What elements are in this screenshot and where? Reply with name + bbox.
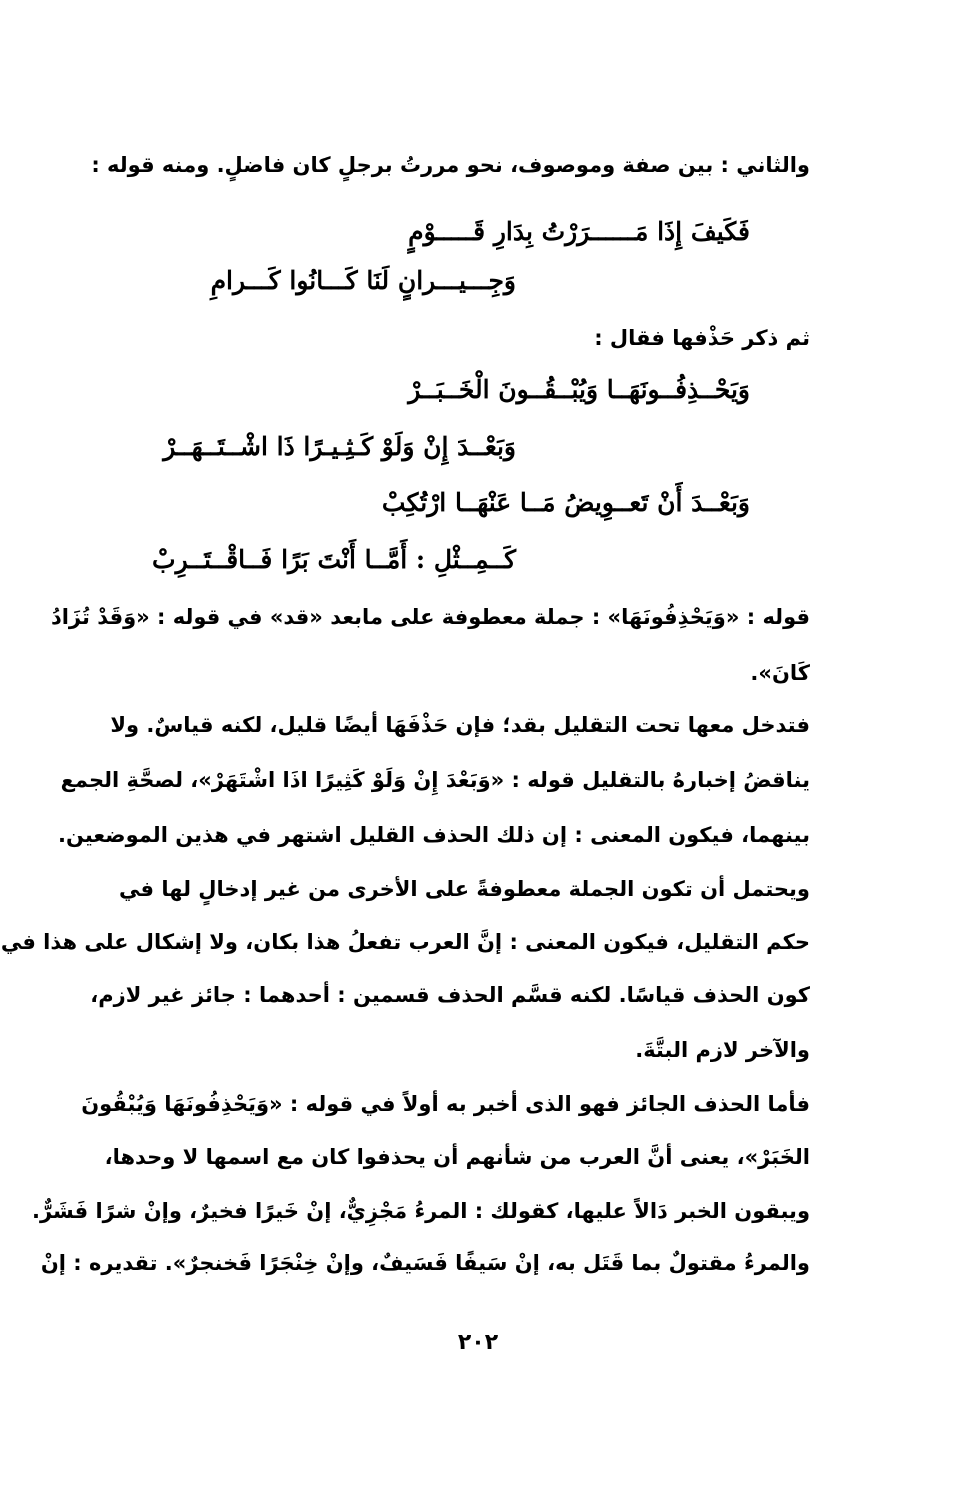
text-line: قوله : «وَيَحْذِفُونَهَا» : جملة معطوفة على مابعد «قد» في قوله : «وَقَدْ تُزَادُ <box>50 605 810 629</box>
text-line: ويبقون الخبر دَالاً عليها، كقولك : المرءُ مَجْزِيٌّ، إنْ خَيرًا فخيرٌ، وإنْ شرًا فَشَرٌّ. <box>32 1199 810 1223</box>
text-line: والثاني : بين صفة وموصوف، نحو مررتُ برجلٍ كان فاضلٍ. ومنه قوله : <box>91 153 810 177</box>
verse-line: كَــمِــثْلِ : أَمَّــا أَنْتَ بَرًا فَــاقْــتَــرِبْ <box>152 545 516 574</box>
text-line: ثم ذكر حَذْفها فقال : <box>594 326 810 350</box>
text-line: يناقضُ إخبارهُ بالتقليل قوله : «وَبَعْدَ إِنْ وَلَوْ كَثِيرًا اذَا اشْتَهَرْ»، لصحَّةِ الجمع <box>60 768 810 792</box>
page-number: ٢٠٢ <box>457 1330 499 1355</box>
text-line: والمرءُ مقتولٌ بما قَتَل به، إنْ سَيفًا فَسَيفٌ، وإنْ خِنْجَرًا فَخنجرٌ». تقديره : إنْ <box>40 1251 810 1275</box>
text-line: ويحتمل أن تكون الجملة معطوفةً على الأخرى من غير إدخالٍ لها في <box>119 877 810 901</box>
text-line: كون الحذف قياسًا. لكنه قسَّم الحذف قسمين : أحدهما : جائز غير لازم، <box>90 983 810 1007</box>
verse-line: وَيَحْــذِفُــونَهَــا وَيُبْــقُــونَ الْخَــبَــرْ <box>408 375 750 404</box>
text-line: الخَبَرْ»، يعنى أنَّ العرب من شأنهم أن يحذفوا كان مع اسمها لا وحدها، <box>104 1145 810 1169</box>
text-line: فتدخل معها تحت التقليل بقد؛ فإن حَذْفَهَا أيضًا قليل، لكنه قياسٌ. ولا <box>110 713 810 737</box>
verse-line: وَجِـــيـــرانٍ لَنَا كَـــانُوا كَـــرامِ <box>210 266 516 295</box>
verse-line: فَكَيفَ إِذَا مَــــــرَرْتُ بِدَارِ قَـــــوْمٍ <box>408 217 750 246</box>
text-line: فأما الحذف الجائز فهو الذى أخبر به أولاً في قوله : «وَيَحْذِفُونَهَا وَيُبْقُونَ <box>81 1092 810 1116</box>
text-line: حكم التقليل، فيكون المعنى : إنَّ العرب تفعلُ هذا بكان، ولا إشكال على هذا في <box>0 930 810 954</box>
text-line: كَانَ». <box>750 661 810 685</box>
verse-line: وَبَعْــدَ أَنْ تَعــوِيضُ مَــا عَنْهَــا ارْتُكِبْ <box>381 488 750 517</box>
text-line: بينهما، فيكون المعنى : إن ذلك الحذف القليل اشتهر في هذين الموضعين. <box>57 823 810 847</box>
verse-line: وَبَعْــدَ إِنْ وَلَوْ كَـثِـيـرًا ذَا اشْــتَــهَــرْ <box>163 432 516 461</box>
text-line: والآخر لازم البتَّةَ. <box>635 1038 810 1062</box>
